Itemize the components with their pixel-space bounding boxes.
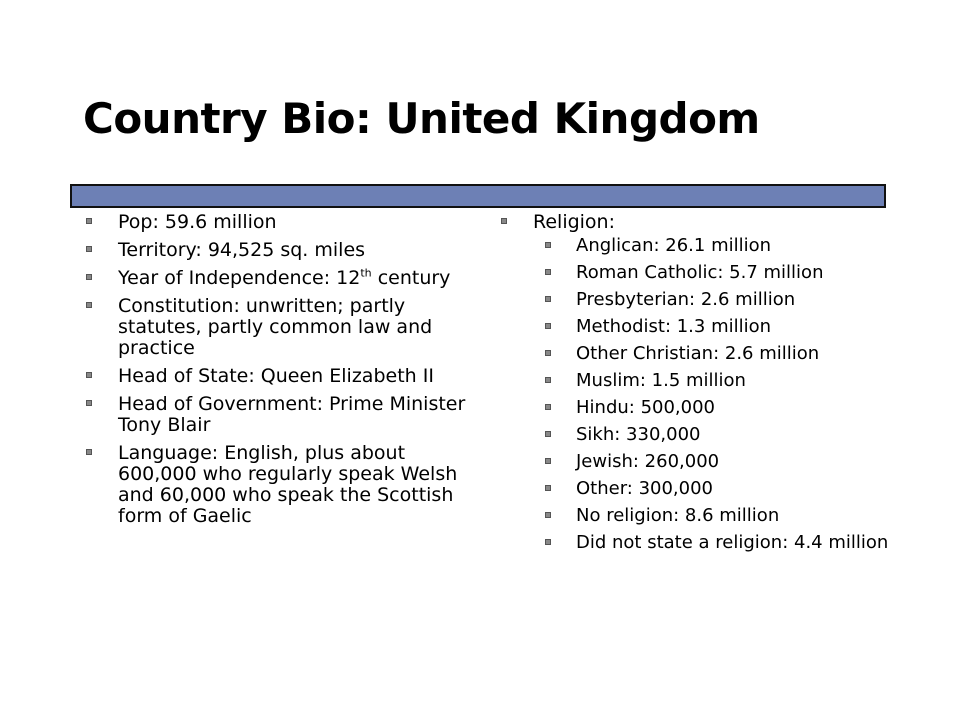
square-bullet-icon — [545, 512, 551, 518]
list-item-head-of-government — [85, 394, 475, 436]
sub-list-item — [533, 425, 890, 445]
sub-list-item-text: Methodist: 1.3 million — [576, 316, 772, 337]
slide-title: Country Bio: United Kingdom — [83, 94, 760, 143]
list-item-text: Language: English, plus about 600,000 who regularly speak Welsh and 60,000 who speak the Scottish form of Gaelic — [118, 442, 458, 527]
sub-list-item — [533, 479, 890, 499]
sub-list-item — [533, 506, 890, 526]
sub-list-item — [533, 317, 890, 337]
sub-list-item-text: Other Christian: 2.6 million — [576, 343, 820, 364]
sub-list-item — [533, 290, 890, 310]
list-item-text-suffix: century — [371, 267, 451, 289]
square-bullet-icon — [86, 372, 92, 378]
sub-list-item-text: Anglican: 26.1 million — [576, 235, 772, 256]
list-item-head-of-state — [85, 366, 475, 387]
square-bullet-icon — [545, 377, 551, 383]
list-item-text: Head of State: Queen Elizabeth II — [118, 365, 434, 387]
square-bullet-icon — [86, 302, 92, 308]
list-item-text: Territory: 94,525 sq. miles — [118, 239, 366, 261]
list-item-constitution — [85, 296, 475, 359]
square-bullet-icon — [545, 242, 551, 248]
sub-list-item — [533, 263, 890, 283]
right-column — [500, 212, 890, 560]
square-bullet-icon — [545, 458, 551, 464]
left-column — [85, 212, 475, 534]
religion-sub-list — [533, 236, 890, 553]
square-bullet-icon — [545, 350, 551, 356]
list-item-text: Head of Government: Prime Minister Tony Blair — [118, 393, 466, 436]
square-bullet-icon — [545, 269, 551, 275]
square-bullet-icon — [545, 539, 551, 545]
square-bullet-icon — [545, 485, 551, 491]
sub-list-item-text: Presbyterian: 2.6 million — [576, 289, 796, 310]
ordinal-superscript: th — [360, 266, 372, 280]
list-item-language — [85, 443, 475, 527]
sub-list-item — [533, 533, 890, 553]
square-bullet-icon — [545, 296, 551, 302]
sub-list-item — [533, 398, 890, 418]
list-item-independence — [85, 268, 475, 289]
sub-list-item-text: Jewish: 260,000 — [576, 451, 720, 472]
list-item-territory — [85, 240, 475, 261]
sub-list-item — [533, 371, 890, 391]
religion-list — [500, 212, 890, 553]
square-bullet-icon — [86, 274, 92, 280]
sub-list-item-text: No religion: 8.6 million — [576, 505, 780, 526]
sub-list-item — [533, 344, 890, 364]
sub-list-item-text: Did not state a religion: 4.4 million — [576, 532, 889, 553]
sub-list-item-text: Hindu: 500,000 — [576, 397, 715, 418]
sub-list-item-text: Roman Catholic: 5.7 million — [576, 262, 824, 283]
square-bullet-icon — [86, 449, 92, 455]
title-divider-bar — [70, 184, 886, 208]
sub-list-item — [533, 236, 890, 256]
religion-heading: Religion: — [533, 211, 616, 233]
square-bullet-icon — [86, 246, 92, 252]
list-item-text: Pop: 59.6 million — [118, 211, 277, 233]
list-item-text: Year of Independence: 12 — [118, 267, 361, 289]
country-facts-list — [85, 212, 475, 527]
square-bullet-icon — [545, 431, 551, 437]
square-bullet-icon — [545, 404, 551, 410]
sub-list-item-text: Other: 300,000 — [576, 478, 714, 499]
sub-list-item-text: Muslim: 1.5 million — [576, 370, 746, 391]
list-item-population — [85, 212, 475, 233]
square-bullet-icon — [501, 218, 507, 224]
sub-list-item-text: Sikh: 330,000 — [576, 424, 701, 445]
square-bullet-icon — [86, 218, 92, 224]
square-bullet-icon — [545, 323, 551, 329]
list-item-text: Constitution: unwritten; partly statutes, partly common law and practice — [118, 295, 433, 359]
list-item-religion — [500, 212, 890, 553]
square-bullet-icon — [86, 400, 92, 406]
sub-list-item — [533, 452, 890, 472]
